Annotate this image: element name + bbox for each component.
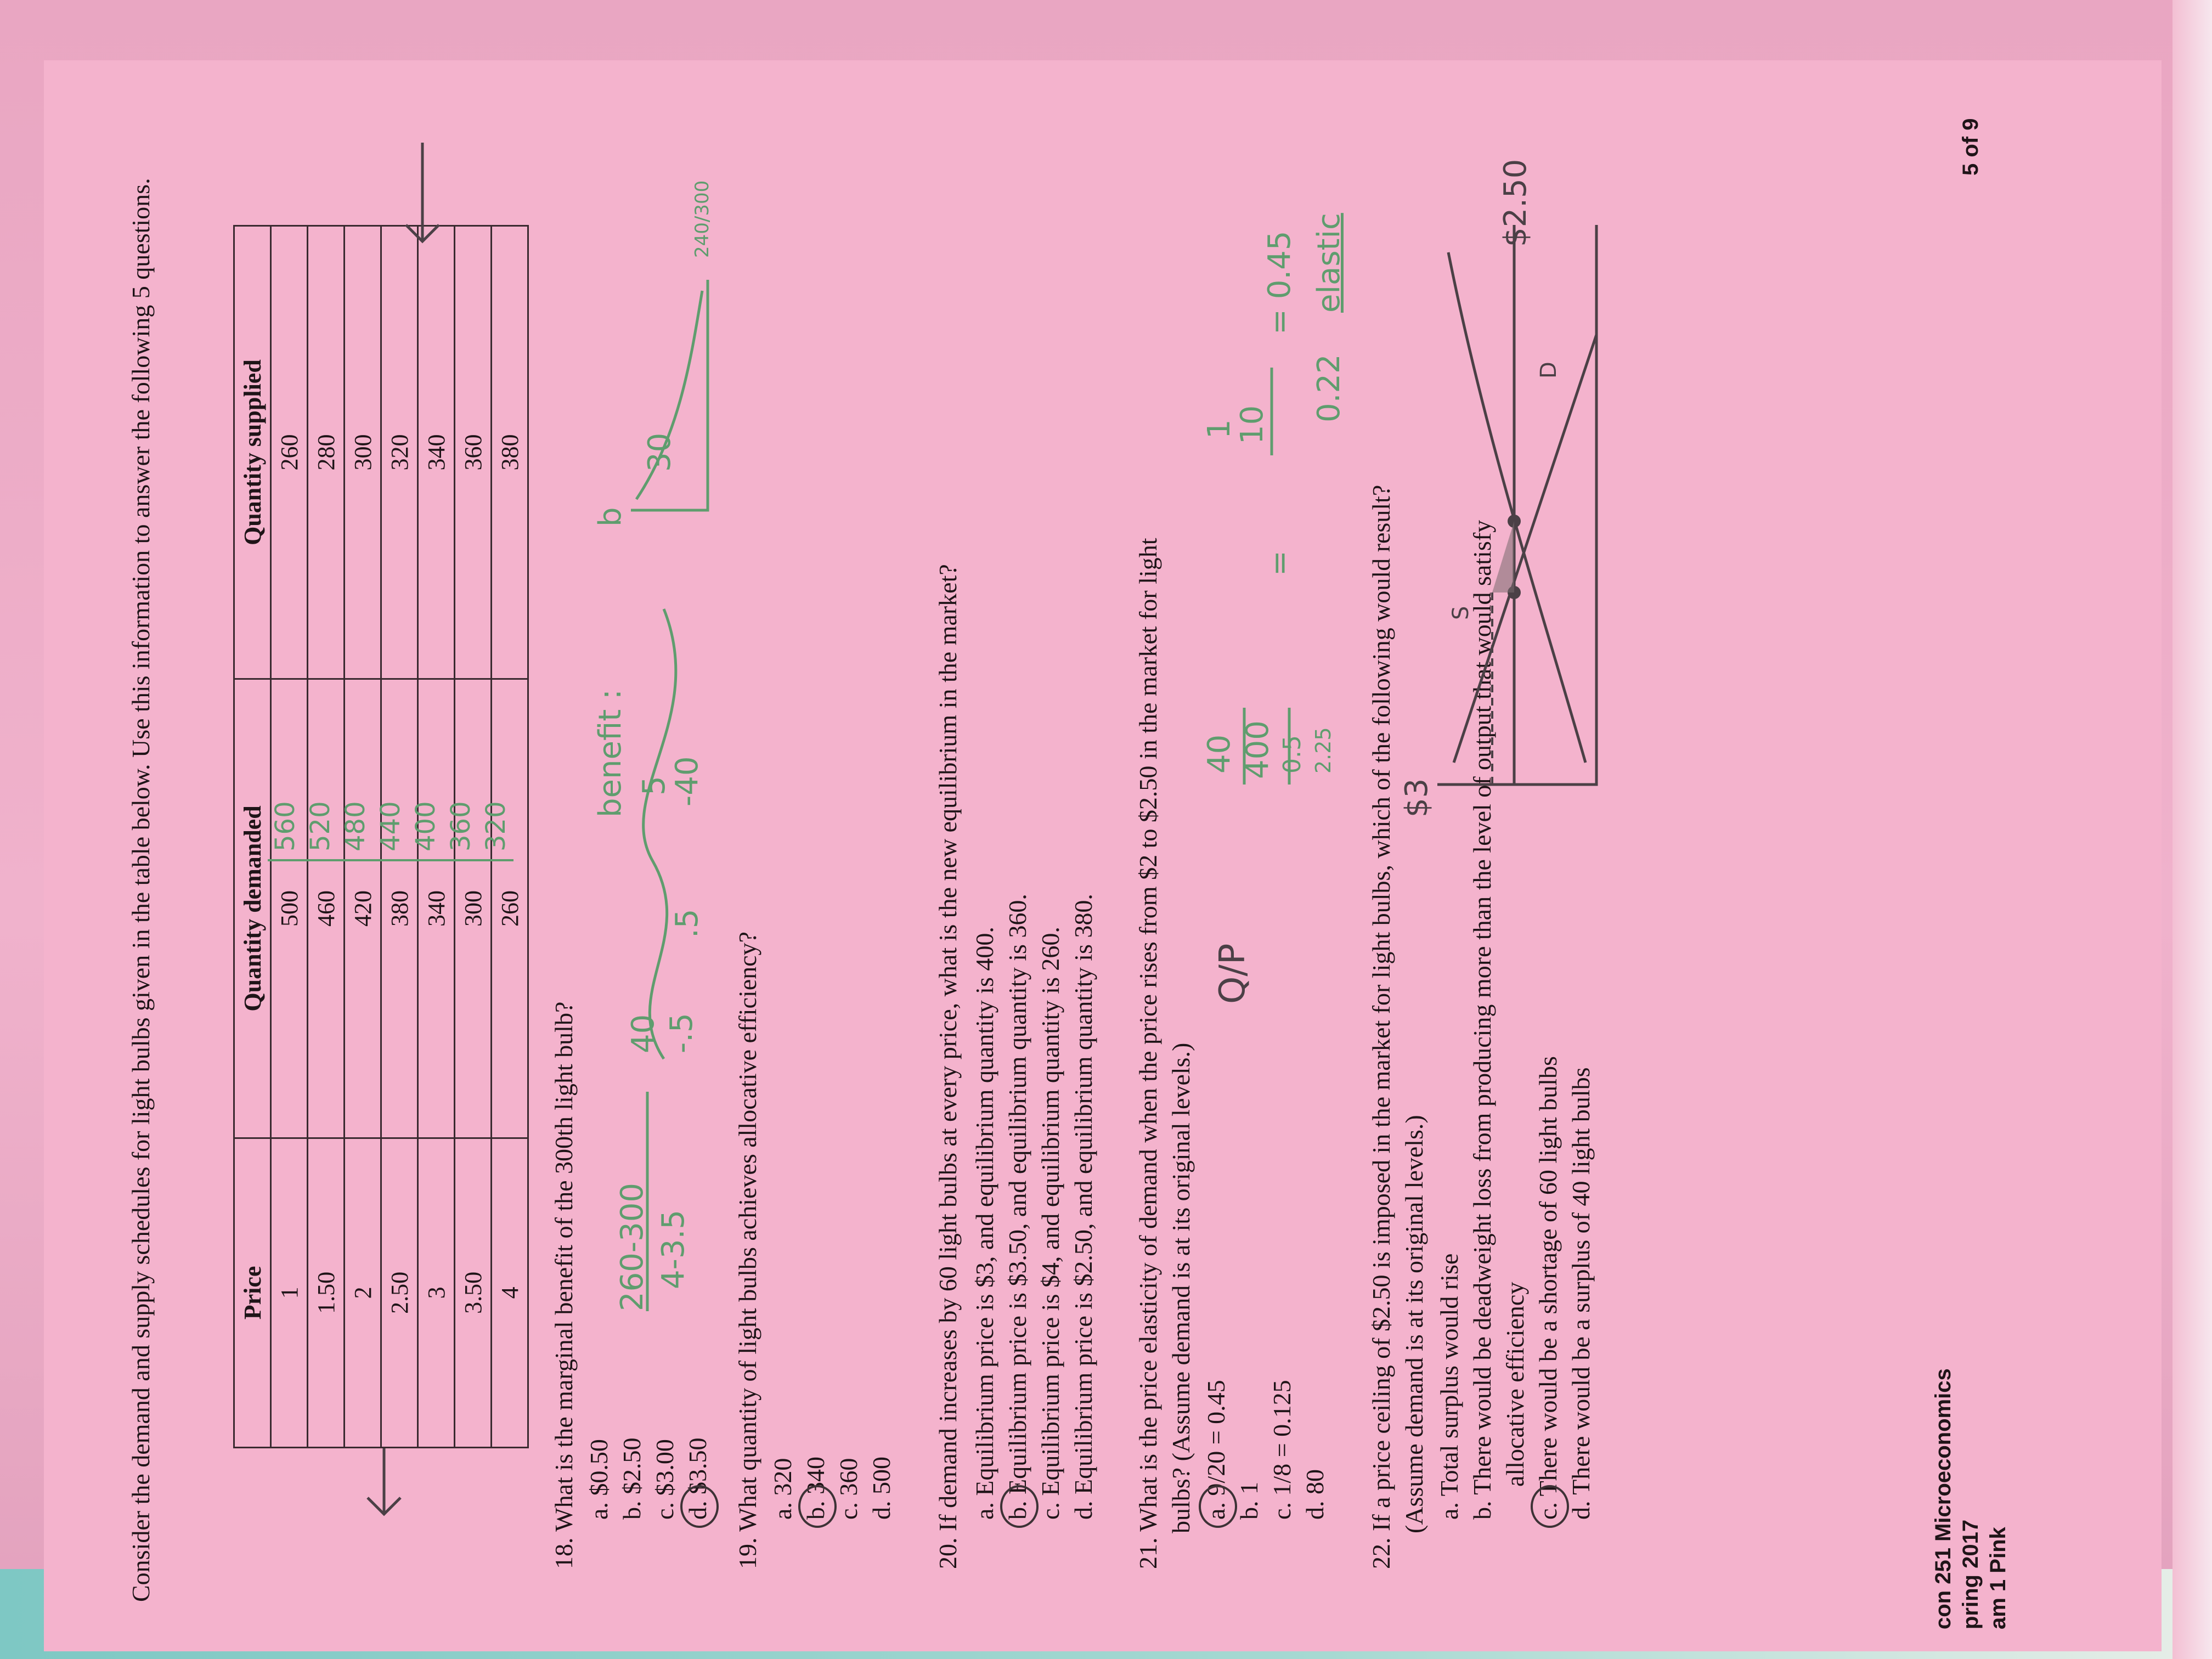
- header-quantity-demanded: Quantity demanded: [234, 679, 271, 1138]
- q20-option-d[interactable]: d. Equilibrium price is $2.50, and equilibrium quantity is 380.: [1069, 894, 1097, 1520]
- hw-graph-s: S: [1448, 606, 1474, 620]
- qd-value: 420: [349, 890, 376, 927]
- answer-circle: [1531, 1485, 1569, 1528]
- q18-option-c[interactable]: c. $3.00: [651, 1439, 679, 1520]
- q20-option-a[interactable]: a. Equilibrium price is $3, and equilibrium quantity is 400.: [970, 927, 998, 1520]
- hw-graph-p3: $3: [1399, 778, 1435, 817]
- new-qd: 520: [305, 801, 336, 851]
- q18-stem: 18. What is the marginal benefit of the 300th light bulb?: [550, 1001, 578, 1569]
- cell-price: 1: [271, 1138, 308, 1447]
- q18-option-b[interactable]: b. $2.50: [618, 1437, 646, 1520]
- hw-benefit: benefit :: [592, 689, 628, 817]
- q21-option-c[interactable]: c. 1/8 = 0.125: [1268, 1380, 1296, 1520]
- q19-option-a[interactable]: a. 320: [769, 1458, 797, 1520]
- cell-qd: [492, 679, 528, 1138]
- new-qd: 320: [481, 801, 511, 851]
- new-qd: 560: [270, 801, 301, 851]
- q19-option-c[interactable]: c. 360: [834, 1458, 862, 1520]
- answer-circle: [1000, 1485, 1039, 1528]
- cell-qd: [345, 679, 381, 1138]
- q22-option-a[interactable]: a. Total surplus would rise: [1435, 1253, 1463, 1520]
- hw-price-ceiling-graph: [1432, 170, 1607, 828]
- hw-q18-frac2: -.5: [664, 1013, 699, 1053]
- cell-price: 3.50: [455, 1138, 492, 1447]
- cell-qs: 320: [381, 226, 418, 679]
- footer-course: con 251 Microeconomics: [1931, 1368, 1955, 1629]
- new-qd: 400: [410, 801, 441, 851]
- margin-arrow-right: [395, 137, 450, 247]
- qd-value: 500: [275, 890, 303, 927]
- q22-stem-1: 22. If a price ceiling of $2.50 is imposed in the market for light bulbs, which of the following would result?: [1367, 484, 1395, 1569]
- desk-edge: [2172, 0, 2212, 1659]
- cell-qs: 260: [271, 226, 308, 679]
- q19-option-d[interactable]: d. 500: [867, 1457, 895, 1520]
- footer-page: 5 of 9: [1959, 118, 1983, 176]
- hw-q18-sketch: [598, 225, 719, 1322]
- cell-qs: 340: [418, 226, 455, 679]
- hw-elastic: elastic: [1311, 213, 1347, 313]
- q20-option-c[interactable]: c. Equilibrium price is $4, and equilibrium quantity is 260.: [1036, 927, 1064, 1520]
- hw-q18-work: 260-300: [614, 1183, 650, 1311]
- header-price: Price: [234, 1138, 271, 1447]
- handwritten-demand-column: [268, 764, 514, 861]
- cell-qd: [418, 679, 455, 1138]
- hw-q18-mid: .5: [669, 909, 705, 938]
- cell-price: 4: [492, 1138, 528, 1447]
- hw-q21-fraction-bars: [1234, 302, 1300, 795]
- answer-circle: [680, 1485, 719, 1528]
- q18-option-d[interactable]: d. $3.50: [684, 1437, 712, 1520]
- q20-option-b[interactable]: b. Equilibrium price is $3.50, and equilibrium quantity is 360.: [1003, 894, 1031, 1520]
- hw-axis-b: b: [592, 507, 628, 527]
- q22-option-c[interactable]: c. There would be a shortage of 60 light bulbs: [1534, 1056, 1562, 1520]
- q22-option-b-cont: allocative efficiency: [1501, 1282, 1529, 1487]
- cell-qd: [271, 679, 308, 1138]
- qd-value: 300: [459, 890, 487, 927]
- cell-price: 2.50: [381, 1138, 418, 1447]
- header-quantity-supplied: Quantity supplied: [234, 226, 271, 679]
- q21-option-b[interactable]: b. 1: [1235, 1482, 1263, 1520]
- q21-option-a[interactable]: a. 9/20 = 0.45: [1202, 1380, 1230, 1520]
- hw-q18-right2: -40: [669, 756, 705, 806]
- hw-corner-note: 240/300: [691, 180, 713, 258]
- cell-price: 1.50: [308, 1138, 345, 1447]
- cell-qs: 280: [308, 226, 345, 679]
- cell-qs: 380: [492, 226, 528, 679]
- hw-022: 0.22: [1311, 354, 1347, 422]
- new-qd: 360: [445, 801, 476, 851]
- cell-qs: 360: [455, 226, 492, 679]
- q21-stem-1: 21. What is the price elasticity of demand when the price rises from $2 to $2.50 in the market for light: [1134, 538, 1162, 1569]
- hw-40: 40: [1201, 734, 1237, 774]
- qd-value: 380: [386, 890, 413, 927]
- new-qd: 480: [340, 801, 371, 851]
- hw-045: = 0.45: [1262, 230, 1297, 335]
- hw-graph-p250: $2.50: [1498, 159, 1533, 247]
- answer-circle: [1199, 1485, 1237, 1528]
- qd-value: 460: [312, 890, 340, 927]
- hw-q-over-p: Q/P: [1212, 943, 1253, 1004]
- hw-400: 400: [1240, 720, 1276, 779]
- hw-05: 0.5: [1278, 735, 1306, 774]
- hw-10: 10: [1234, 405, 1270, 444]
- margin-arrow-left: [351, 1443, 417, 1520]
- footer-exam: am 1 Pink: [1986, 1527, 2010, 1629]
- hw-q18-frac: 40: [625, 1014, 661, 1053]
- footer-term: pring 2017: [1959, 1519, 1983, 1629]
- q22-option-d[interactable]: d. There would be a surplus of 40 light bulbs: [1567, 1067, 1595, 1520]
- q22-stem-2: (Assume demand is at its original levels.): [1400, 1115, 1428, 1533]
- hw-graph-d: D: [1536, 362, 1561, 379]
- q22-option-b[interactable]: b. There would be deadweight loss from producing more than the level of output that would satisfy: [1468, 520, 1496, 1520]
- cell-qs: 300: [345, 226, 381, 679]
- cell-qd: [455, 679, 492, 1138]
- q21-stem-2: bulbs? (Assume demand is at its original levels.): [1167, 1042, 1195, 1533]
- q20-stem: 20. If demand increases by 60 light bulbs at every price, what is the new equilibrium in the market?: [934, 564, 962, 1569]
- hw-axis-30: 30: [642, 432, 678, 472]
- hw-q18-work2: 4-3.5: [656, 1210, 691, 1289]
- exam-page: [44, 60, 2162, 1651]
- new-qd: 440: [375, 801, 406, 851]
- hw-eq: =: [1262, 550, 1297, 576]
- cell-price: 2: [345, 1138, 381, 1447]
- cell-qd: [381, 679, 418, 1138]
- q19-option-b[interactable]: b. 340: [802, 1457, 830, 1520]
- answer-circle: [798, 1485, 837, 1528]
- qd-value: 340: [422, 890, 450, 927]
- q18-option-a[interactable]: a. $0.50: [585, 1439, 613, 1520]
- q19-stem: 19. What quantity of light bulbs achieves allocative efficiency?: [733, 932, 761, 1569]
- intro-text: Consider the demand and supply schedules for light bulbs given in the table below. Use this information to answer the following 5 questions.: [127, 178, 155, 1602]
- qd-value: 260: [496, 890, 523, 927]
- hw-q18-right: 5: [636, 776, 672, 795]
- hw-1: 1: [1201, 419, 1237, 439]
- q21-option-d[interactable]: d. 80: [1301, 1469, 1329, 1520]
- cell-price: 3: [418, 1138, 455, 1447]
- cell-qd: [308, 679, 345, 1138]
- hw-225: 2.25: [1311, 727, 1335, 774]
